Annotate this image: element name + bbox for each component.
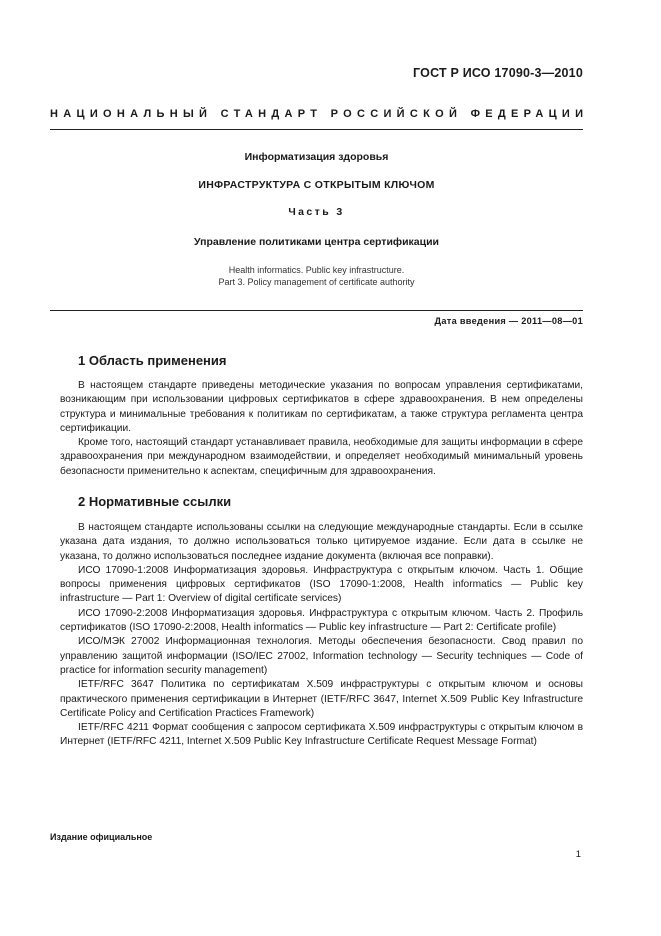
effective-date: Дата введения — 2011—08—01 [434, 316, 583, 326]
english-title-line-1: Health informatics. Public key infrastructure. [228, 265, 405, 275]
paragraph: Кроме того, настоящий стандарт устанавливает правила, необходимые для защиты информации в сфере здравоохранения при международном взаимодействии, и определяет необходимый минимальный уровень безопасности применительно к аспектам, специфичным для здравоохранения. [60, 437, 583, 477]
standard-number: ГОСТ Р ИСО 17090-3—2010 [413, 66, 583, 80]
title-subtitle: Управление политиками центра сертификации [193, 236, 440, 248]
title-main: ИНФРАСТРУКТУРА С ОТКРЫТЫМ КЛЮЧОМ [198, 179, 435, 191]
section-1-body [60, 379, 583, 479]
english-title-line-2: Part 3. Policy management of certificate authority [218, 277, 415, 287]
paragraph: В настоящем стандарте приведены методические указания по вопросам управления сертификатами, возникающим при использовании цифровых сертификатов в сфере здравоохранения. В нем определены структура и минимальные требования к политикам по сертификатам, а также структура регламента центра сертификации. [60, 380, 583, 434]
reference-iso-17090-1: ИСО 17090-1:2008 Информатизация здоровья. Инфраструктура с открытым ключом. Часть 1. Общие вопросы применения цифровых сертификатов (ISO 17090-1:2008, Health informatics — Public key infrastructure — Part 1: Overview of digital certificate services) [60, 564, 583, 605]
reference-iso-17090-2: ИСО 17090-2:2008 Информатизация здоровья. Инфраструктура с открытым ключом. Часть 2. Профиль сертификатов (ISO 17090-2:2008, Health informatics — Public key infrastructure — Part 2: Certificate profile) [60, 607, 583, 634]
edition-note: Издание официальное [50, 832, 153, 842]
title-divider [50, 310, 583, 311]
section-2-heading: 2 Нормативные ссылки [78, 494, 232, 509]
paragraph: В настоящем стандарте использованы ссылки на следующие международные стандарты. Если в ссылке указана дата издания, то должно использоваться только цитируемое издание. Если дата в ссылке не указана, то должно использоваться последнее издание документа (включая все поправки). [60, 522, 583, 562]
section-2-body [60, 521, 583, 750]
national-standard-banner: НАЦИОНАЛЬНЫЙ СТАНДАРТ РОССИЙСКОЙ ФЕДЕРАЦИИ [50, 108, 589, 120]
top-divider [50, 129, 583, 130]
section-1-heading: 1 Область применения [78, 353, 227, 368]
reference-rfc-4211: IETF/RFC 4211 Формат сообщения с запросом сертификата X.509 инфраструктуры с открытым ключом в Интернет (IETF/RFC 4211, Internet X.509 Public Key Infrastructure Certificate Request Message Format) [60, 722, 583, 748]
reference-iso-iec-27002: ИСО/МЭК 27002 Информационная технология. Методы обеспечения безопасности. Свод правил по управлению защитой информации (ISO/IEC 27002, Information technology — Security techniques — Code of practice for information security management) [60, 636, 583, 676]
page-number: 1 [575, 849, 581, 860]
title-topic: Информатизация здоровья [244, 151, 389, 163]
title-part: Часть 3 [288, 206, 345, 218]
reference-rfc-3647: IETF/RFC 3647 Политика по сертификатам X.509 инфраструктуры с открытым ключом и основы практического применения сертификации в Интернет (IETF/RFC 3647, Internet X.509 Public Key Infrastructure Certificate Policy and Certification Practices Framework) [60, 679, 583, 719]
